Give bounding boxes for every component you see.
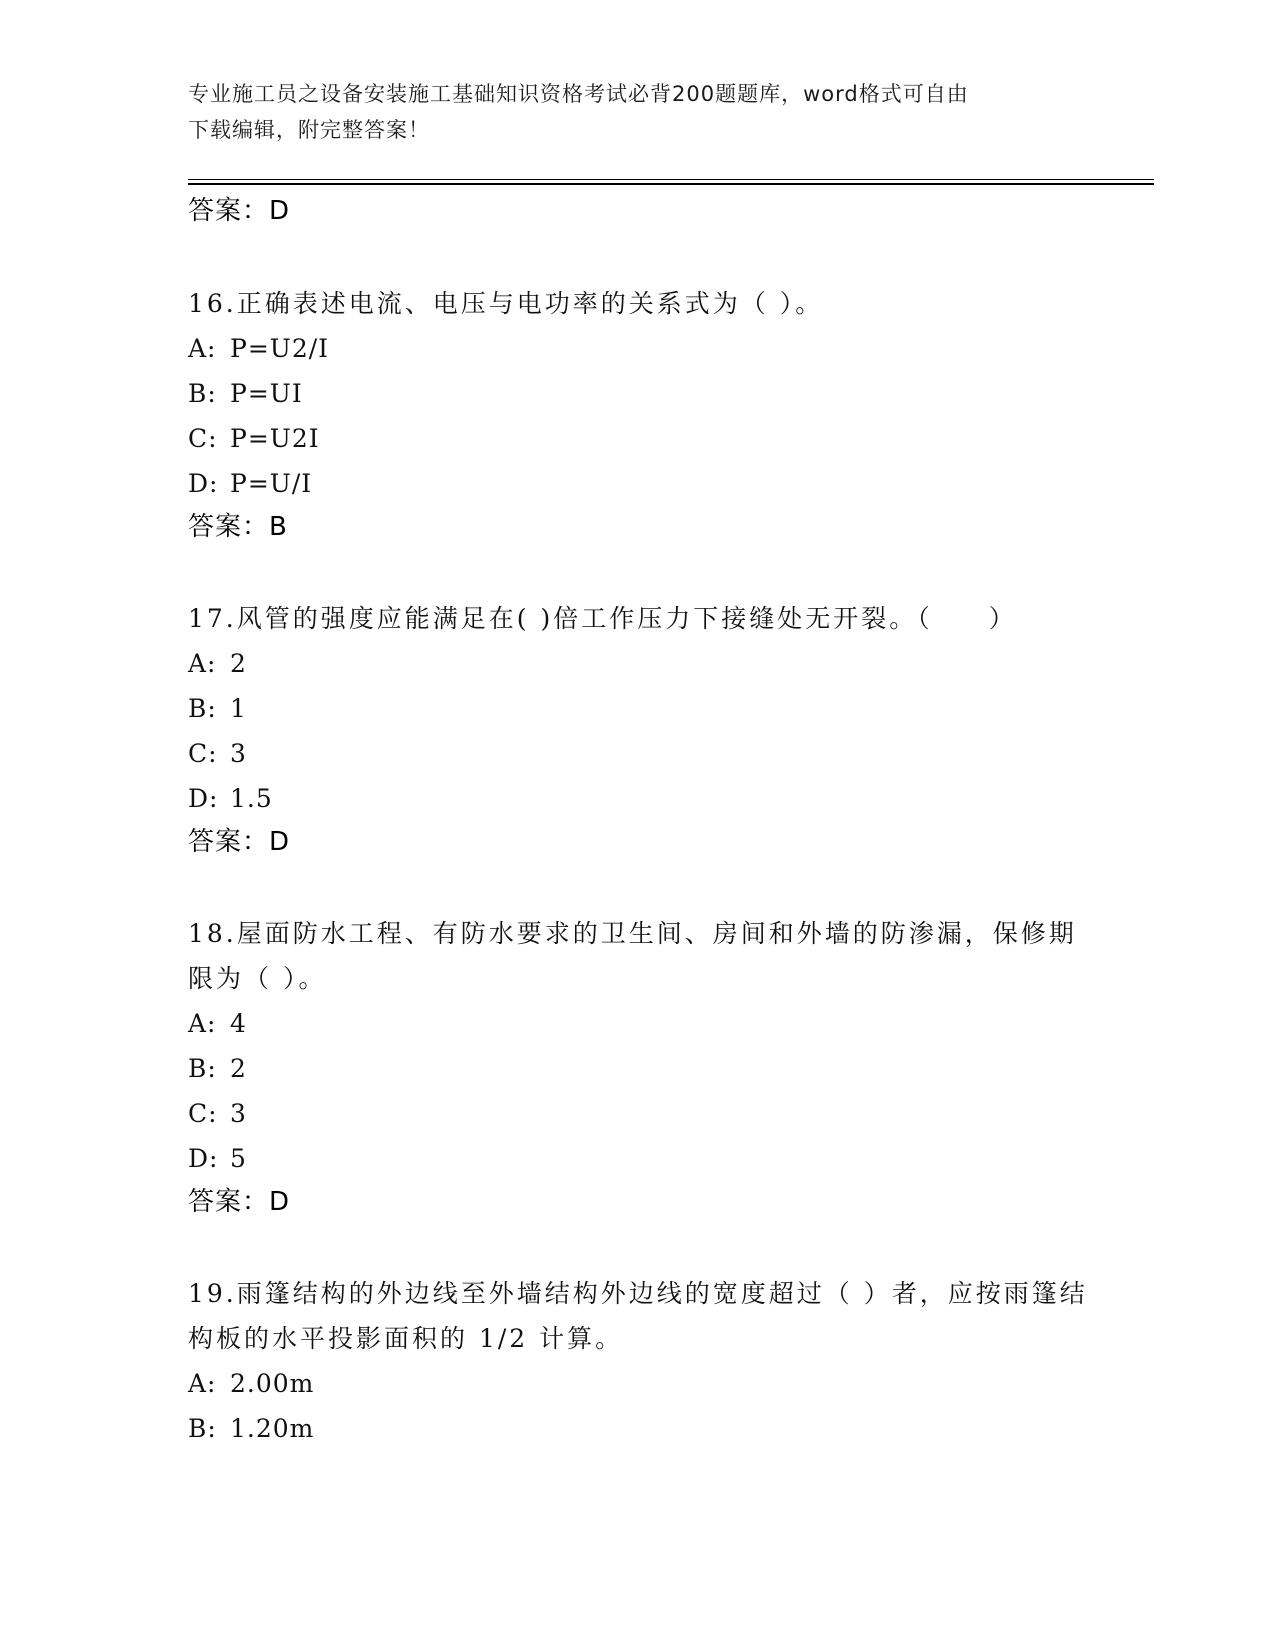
question-number: 16. xyxy=(188,289,237,318)
option-key: A: xyxy=(188,649,217,678)
option-key: C: xyxy=(188,739,218,768)
option-value: 5 xyxy=(230,1144,247,1173)
option-key: C: xyxy=(188,1099,218,1128)
option-value: P=UI xyxy=(230,379,303,408)
option-value: 2 xyxy=(230,649,247,678)
option-d xyxy=(188,776,1088,821)
option-d xyxy=(188,461,1088,506)
question-text: 屋面防水工程、有防水要求的卫生间、房间和外墙的防渗漏，保修期限为（ ）。 xyxy=(188,919,1077,993)
option-value: P=U2I xyxy=(230,424,320,453)
question-number: 18. xyxy=(188,919,237,948)
option-key: D: xyxy=(188,1144,219,1173)
option-c xyxy=(188,731,1088,776)
option-b xyxy=(188,1046,1088,1091)
question-17 xyxy=(188,596,1088,641)
option-key: D: xyxy=(188,469,219,498)
question-16 xyxy=(188,281,1088,326)
option-b xyxy=(188,686,1088,731)
header-divider-thick xyxy=(188,183,1154,185)
header-divider-thin xyxy=(188,179,1154,180)
option-value: 3 xyxy=(230,1099,247,1128)
option-a xyxy=(188,641,1088,686)
answer-value: D xyxy=(269,196,291,226)
option-key: B: xyxy=(188,1054,217,1083)
option-b xyxy=(188,371,1088,416)
header-line-2: 下载编辑，附完整答案！ xyxy=(188,118,430,142)
option-b xyxy=(188,1406,1088,1451)
option-value: 2 xyxy=(230,1054,247,1083)
option-value: P=U2/I xyxy=(230,334,330,363)
option-value: 1.20m xyxy=(230,1414,315,1443)
option-d xyxy=(188,1136,1088,1181)
question-18 xyxy=(188,911,1088,1001)
option-value: 4 xyxy=(230,1009,247,1038)
option-c xyxy=(188,1091,1088,1136)
option-a xyxy=(188,1001,1088,1046)
question-text: 正确表述电流、电压与电功率的关系式为（ ）。 xyxy=(236,289,824,318)
option-key: B: xyxy=(188,1414,217,1443)
previous-answer xyxy=(188,190,1088,237)
answer-label: 答案： xyxy=(188,512,270,542)
question-number: 17. xyxy=(188,604,237,633)
option-key: A: xyxy=(188,334,217,363)
question-number: 19. xyxy=(188,1279,237,1308)
answer-value: D xyxy=(269,827,291,857)
option-key: B: xyxy=(188,694,217,723)
answer-label: 答案： xyxy=(188,196,270,226)
answer-value: B xyxy=(269,512,288,542)
question-text: 风管的强度应能满足在( )倍工作压力下接缝处无开裂。（ ） xyxy=(236,604,1017,633)
question-19 xyxy=(188,1271,1088,1361)
answer-label: 答案： xyxy=(188,1187,270,1217)
question-list xyxy=(188,190,1088,1451)
option-a xyxy=(188,1361,1088,1406)
answer-value: D xyxy=(269,1187,291,1217)
document-header xyxy=(188,76,1088,148)
answer-label: 答案： xyxy=(188,827,270,857)
option-value: 2.00m xyxy=(230,1369,315,1398)
header-line-1: 专业施工员之设备安装施工基础知识资格考试必背200题题库，word格式可自由 xyxy=(188,82,969,106)
option-key: A: xyxy=(188,1369,217,1398)
answer-18 xyxy=(188,1181,1088,1226)
question-text: 雨篷结构的外边线至外墙结构外边线的宽度超过（ ）者，应按雨篷结构板的水平投影面积的 1/2 计算。 xyxy=(188,1279,1088,1353)
option-value: 1.5 xyxy=(230,784,273,813)
option-key: C: xyxy=(188,424,218,453)
option-value: 1 xyxy=(230,694,247,723)
option-a xyxy=(188,326,1088,371)
option-value: 3 xyxy=(230,739,247,768)
option-key: B: xyxy=(188,379,217,408)
option-key: D: xyxy=(188,784,219,813)
answer-16 xyxy=(188,506,1088,551)
option-key: A: xyxy=(188,1009,217,1038)
option-value: P=U/I xyxy=(230,469,313,498)
answer-17 xyxy=(188,821,1088,866)
option-c xyxy=(188,416,1088,461)
